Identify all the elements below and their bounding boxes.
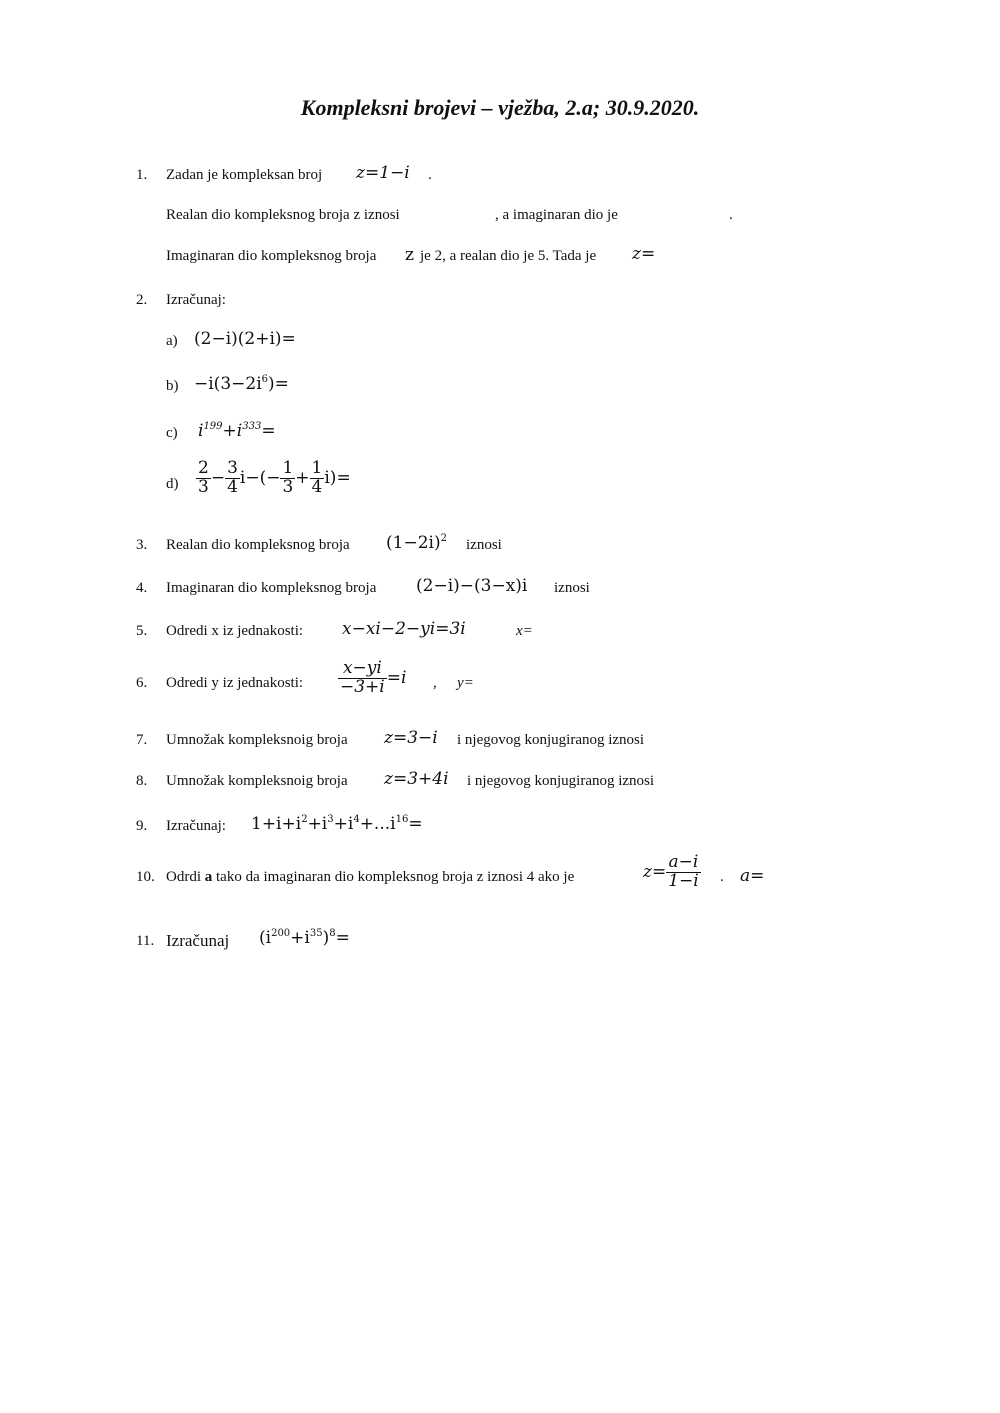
task-text: Izračunaj — [166, 931, 230, 950]
text-part: tako da imaginaran dio kompleksnog broja z iznosi 4 ako je — [216, 869, 575, 885]
expr-part: −i(3−2i — [194, 374, 262, 394]
math-expression: (2−i)−(3−x)i — [416, 576, 528, 596]
task-10 — [0, 852, 1000, 902]
task-text: Izračunaj: — [166, 818, 226, 834]
exponent: 4 — [353, 814, 360, 825]
expr-part: = — [335, 928, 350, 948]
fraction — [196, 460, 211, 497]
task-text: i njegovog konjugiranog iznosi — [457, 732, 645, 748]
expr-part: − — [210, 467, 226, 488]
exponent: 2 — [440, 533, 447, 544]
numerator: 2 — [198, 458, 209, 478]
expr-part: = — [408, 814, 423, 834]
exponent: 199 — [203, 421, 223, 432]
math-expression: z= — [632, 244, 656, 264]
subtask-label: b) — [166, 378, 179, 394]
expr-part: (1−2i) — [386, 533, 441, 553]
punctuation: . — [428, 167, 432, 183]
task-text: Odredi x iz jednakosti: — [166, 623, 304, 639]
expr-part: )= — [268, 374, 289, 394]
task-number: 5. — [136, 623, 148, 639]
math-expression — [259, 928, 350, 948]
task-text: Imaginaran dio kompleksnog broja — [166, 580, 377, 596]
task-text: iznosi — [466, 537, 502, 553]
expr-part: 1+i+i — [251, 814, 302, 834]
task-number: 11. — [136, 933, 155, 949]
subtask-label: d) — [166, 476, 179, 492]
math-expression: z=3−i — [384, 728, 438, 748]
math-expression — [194, 374, 289, 394]
math-expression — [251, 814, 423, 834]
exponent: 8 — [329, 928, 336, 939]
punctuation: . — [720, 869, 724, 885]
task-2b — [0, 369, 1000, 403]
task-2d — [0, 458, 1000, 508]
task-text: Umnožak kompleksnoig broja — [166, 732, 348, 748]
task-text: je 2, a realan dio je 5. Tada je — [420, 248, 597, 264]
subtask-label: a) — [166, 333, 178, 349]
task-3 — [0, 528, 1000, 562]
math-variable: z — [405, 245, 414, 265]
exponent: 3 — [327, 814, 334, 825]
punctuation: , — [433, 675, 437, 691]
task-text: Realan dio kompleksnog broja — [166, 537, 350, 553]
task-8 — [0, 764, 1000, 798]
task-6 — [0, 658, 1000, 708]
expr-part: z= — [643, 861, 667, 882]
fraction — [280, 460, 295, 497]
numerator: x−yi — [338, 660, 387, 679]
task-text — [166, 869, 574, 886]
exponent: 200 — [271, 928, 291, 939]
task-text: i njegovog konjugiranog iznosi — [467, 773, 655, 789]
punctuation: . — [729, 207, 733, 223]
exponent: 2 — [301, 814, 308, 825]
task-number: 10. — [136, 869, 155, 885]
task-text: Realan dio kompleksnog broja z iznosi — [166, 207, 400, 223]
task-4 — [0, 571, 1000, 605]
expr-part: +i — [333, 814, 354, 834]
numerator: a−i — [666, 854, 701, 873]
task-text: iznosi — [554, 580, 590, 596]
expr-part: +i — [290, 928, 310, 948]
denominator: 3 — [282, 476, 294, 497]
denominator: −3+i — [340, 676, 385, 697]
exponent: 6 — [261, 374, 269, 385]
task-number: 7. — [136, 732, 148, 748]
math-expression: z=3+4i — [384, 769, 449, 789]
math-expression — [386, 533, 447, 553]
bold-variable: a — [204, 869, 213, 885]
task-text: Zadan je kompleksan broj — [166, 167, 323, 183]
task-1-line-3 — [0, 239, 1000, 273]
fraction — [225, 460, 240, 497]
task-9 — [0, 809, 1000, 843]
subtask-label: c) — [166, 425, 178, 441]
task-number: 3. — [136, 537, 148, 553]
numerator: 1 — [282, 458, 294, 478]
text-part: Odrdi — [166, 869, 201, 885]
math-expression: (2−i)(2+i)= — [194, 329, 296, 349]
task-1 — [0, 158, 1000, 192]
expr-part: +i — [307, 814, 328, 834]
fraction — [338, 660, 387, 697]
exponent: 333 — [242, 421, 262, 432]
expr-part: + — [295, 467, 310, 488]
expr-part: +i — [222, 421, 243, 441]
task-2c — [0, 416, 1000, 450]
exponent: 16 — [395, 814, 409, 825]
task-text: Imaginaran dio kompleksnog broja — [166, 248, 377, 264]
math-expression — [196, 460, 351, 497]
answer-label: a= — [740, 866, 765, 886]
expr-part: i−(− — [239, 467, 281, 488]
denominator: 4 — [311, 476, 323, 497]
task-5 — [0, 614, 1000, 648]
expr-part: +...i — [359, 814, 396, 834]
task-number: 1. — [136, 167, 148, 183]
expr-part: =i — [386, 667, 407, 688]
task-number: 4. — [136, 580, 148, 596]
expr-part: i)= — [324, 467, 351, 488]
task-number: 6. — [136, 675, 148, 691]
task-11 — [0, 923, 1000, 957]
page-title: Kompleksni brojevi – vježba, 2.a; 30.9.2020. — [300, 95, 700, 120]
answer-label: y= — [457, 675, 474, 691]
denominator: 3 — [198, 476, 209, 497]
math-expression — [338, 660, 406, 697]
task-text: Odredi y iz jednakosti: — [166, 675, 304, 691]
task-7 — [0, 723, 1000, 757]
math-expression: x−xi−2−yi=3i — [342, 619, 466, 639]
task-text: Izračunaj: — [166, 292, 226, 308]
numerator: 1 — [311, 458, 323, 478]
exponent: 35 — [309, 928, 323, 939]
answer-label: x= — [516, 623, 533, 639]
numerator: 3 — [227, 458, 238, 478]
math-expression: z=1−i — [356, 163, 410, 183]
task-1-line-2 — [0, 198, 1000, 232]
denominator: 4 — [227, 476, 238, 497]
task-number: 2. — [136, 292, 148, 308]
expr-part: ) — [322, 928, 330, 948]
math-expression — [198, 421, 276, 441]
fraction — [310, 460, 325, 497]
expr-part: i — [198, 421, 204, 441]
task-2a — [0, 324, 1000, 358]
expr-part: (i — [259, 928, 272, 948]
fraction — [666, 854, 701, 891]
math-expression — [643, 854, 701, 891]
task-text: , a imaginaran dio je — [495, 207, 618, 223]
task-number: 9. — [136, 818, 148, 834]
task-2 — [0, 283, 1000, 317]
expr-part: = — [261, 421, 276, 441]
denominator: 1−i — [668, 870, 699, 891]
task-text: Umnožak kompleksnoig broja — [166, 773, 348, 789]
task-number: 8. — [136, 773, 148, 789]
